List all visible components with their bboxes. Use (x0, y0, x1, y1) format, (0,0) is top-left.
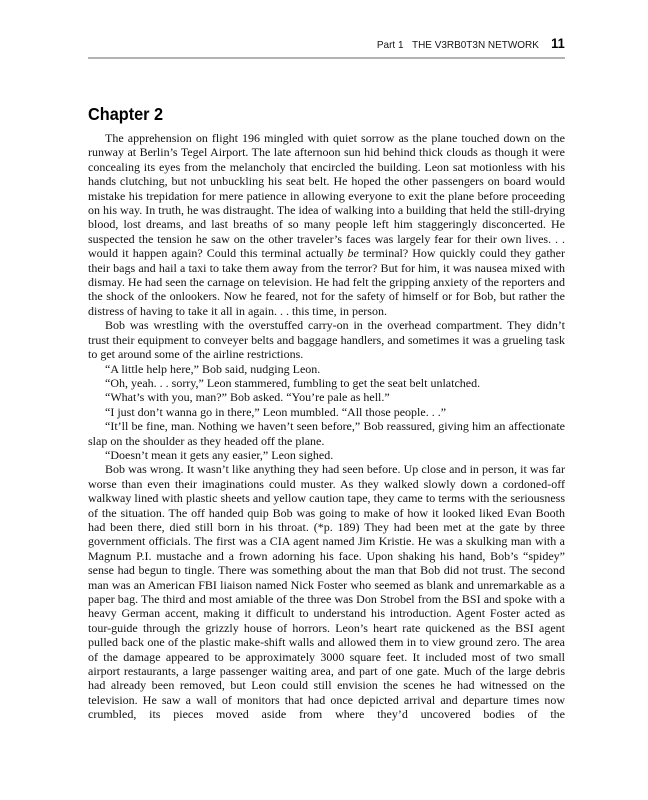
header-rule (88, 57, 565, 59)
running-header (88, 0, 565, 53)
paragraph: “I just don’t wanna go in there,” Leon mumbled. “All those people. . .” (105, 404, 447, 419)
paragraph: “Oh, yeah. . . sorry,” Leon stammered, fumbling to get the seat belt unlatched. (105, 375, 481, 390)
body-text (88, 131, 565, 722)
paragraph: Bob was wrestling with the overstuffed carry-on in the overhead compartment. They didn’t trust their equipment to conveyer belts and baggage handlers, and sometimes it was a grueling task to get around some of the airline restrictions. (88, 318, 565, 362)
paragraph: The apprehension on flight 196 mingled with quiet sorrow as the plane touched down on the runway at Berlin’s Tegel Airport. The late afternoon sun hid behind thick clouds as though it were concealing its eyes from the melancholy that encircled the building. Leon sat motionless with his hands clutching, but not unbuckling his seat belt. He hoped the other passengers on board would mistake his trepidation for mere patience in allowing everyone to exit the plane before proceeding on his way. In truth, he was distraught. The idea of walking into a building that held the still-drying blood, lost dreams, and last breaths of so many people left him staggeringly disconcerted. He suspected the tension he saw on the other traveler’s faces was largely fear for their own lives. . . would it happen again? Could this terminal actually be terminal? How quickly could they gather their bags and hail a taxi to take them away from the terror? But for him, it was nausea mixed with dismay. He had seen the carnage on television. He had felt the gripping anxiety of the reporters and the shock of the onlookers. Now he feared, not for the safety of himself or for Bob, but rather the distress of having to take it all in again. . . this time, in person. (88, 131, 565, 318)
running-header-text (377, 38, 565, 51)
part-label: Part 1 (377, 39, 404, 51)
page-number: 11 (551, 36, 565, 51)
part-title: THE V3RB0T3N NETWORK (412, 39, 540, 51)
paragraph: “It’ll be fine, man. Nothing we haven’t seen before,” Bob reassured, giving him an affectionate slap on the shoulder as they headed off the plane. (88, 419, 565, 448)
paragraph: “Doesn’t mean it gets any easier,” Leon sighed. (105, 447, 334, 462)
chapter-title: Chapter 2 (88, 104, 164, 124)
paragraph: “What’s with you, man?” Bob asked. “You’re pale as hell.” (105, 390, 390, 405)
paragraph: “A little help here,” Bob said, nudging Leon. (105, 361, 321, 376)
paragraph: Bob was wrong. It wasn’t like anything they had seen before. Up close and in person, it was far worse than even their imaginations could muster. As they walked slowly down a cordoned-off walkway lined with plastic sheets and yellow caution tape, they came to terms with the seriousness of the situation. The off handed quip Bob was going to make of how it looked liked Evan Booth had been there, died still born in his throat. (*p. 189) They had been met at the gate by three government officials. The first was a CIA agent named Jim Kristie. He was a skulking man with a Magnum P.I. mustache and a frown adorning his face. Upon shaking his hand, Bob’s “spidey” sense had begun to tingle. There was something about the man that Bob did not trust. The second man was an American FBI liaison named Nick Foster who seemed as blank and unremarkable as a paper bag. The third and most amiable of the three was Don Strobel from the BSI and spoke with a heavy German accent, making it difficult to understand his introduction. Agent Foster acted as tour-guide through the grizzly house of horrors. Leon’s heart rate quickened as the BSI agent pulled back one of the plastic make-shift walls and allowed them in to view ground zero. The area of the damage appeared to be approximately 3000 square feet. It included most of two small airport restaurants, a large passenger waiting area, and part of one gate. Much of the large debris had already been removed, but Leon could still envision the scenes he had witnessed on the television. He saw a wall of monitors that had once depicted arrival and departure times now crumbled, its pieces moved aside from where they’d uncovered bodies of the (88, 462, 565, 722)
